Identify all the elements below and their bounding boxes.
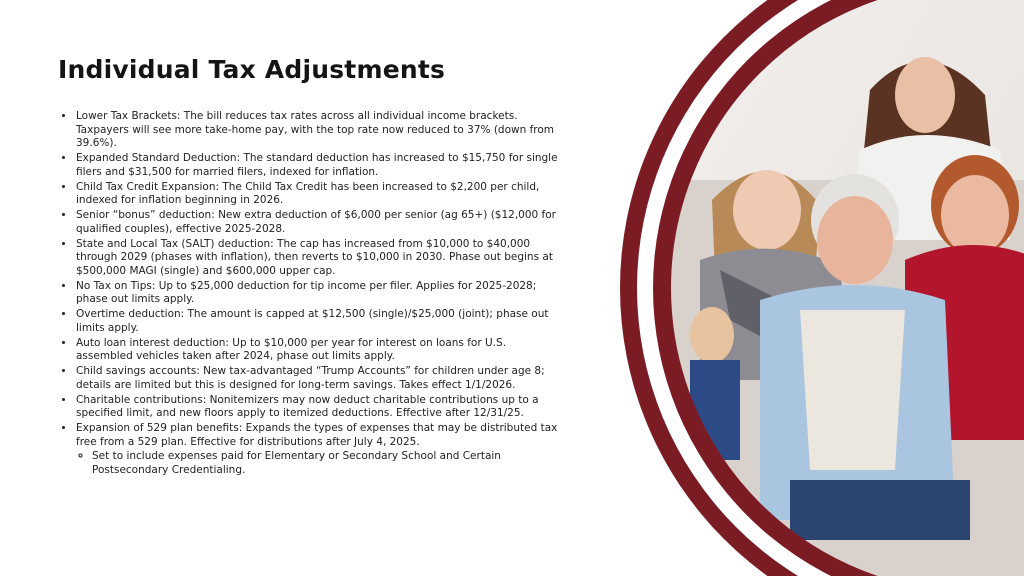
- bullet-no-tax-on-tips: • No Tax on Tips: Up to $25,000 deduction for tip income per filer. Applies for 2025-2028; phase out limits apply.: [75, 280, 563, 307]
- bullet-standard-deduction: • Expanded Standard Deduction: The standard deduction has increased to $15,750 for single filers and $31,500 for married filers, indexed for inflation.: [75, 152, 563, 179]
- bullet-529-plan-text: Expansion of 529 plan benefits: Expands the types of expenses that may be distributed tax free from a 529 plan. Effective for distributions after July 4, 2025.: [76, 422, 558, 448]
- sub-bullet-529-expenses: ◦ Set to include expenses paid for Elementary or Secondary School and Certain Postsecondary Credentialing.: [92, 450, 563, 477]
- bullet-auto-loan-interest: • Auto loan interest deduction: Up to $10,000 per year for interest on loans for U.S. assembled vehicles taken after 2024, phase out limits apply.: [75, 337, 563, 364]
- bullet-lower-tax-brackets: • Lower Tax Brackets: The bill reduces tax rates across all individual income brackets. Taxpayers will see more take-home pay, with the top rate now reduced to 37% (down from 39.6%).: [75, 110, 563, 151]
- bullet-salt-deduction: • State and Local Tax (SALT) deduction: The cap has increased from $10,000 to $40,000 through 2029 (phases with inflation), then reverts to $10,000 in 2030. Phase out begins at $500,000 MAGI (single) and $600,000 upper cap.: [75, 238, 563, 279]
- bullet-child-savings-accounts: • Child savings accounts: New tax-advantaged “Trump Accounts” for children under age 8; details are limited but this is designed for long-term savings. Takes effect 1/1/2026.: [75, 365, 563, 392]
- bullet-charitable-contributions: • Charitable contributions: Nonitemizers may now deduct charitable contributions up to a specified limit, and new floors apply to itemized deductions. Effective after 12/31/25.: [75, 394, 563, 421]
- slide-title: Individual Tax Adjustments: [58, 55, 446, 84]
- bullet-child-tax-credit: • Child Tax Credit Expansion: The Child Tax Credit has been increased to $2,200 per child, indexed for inflation beginning in 2026.: [75, 181, 563, 208]
- bullet-overtime-deduction: • Overtime deduction: The amount is capped at $12,500 (single)/$25,000 (joint); phase out limits apply.: [75, 308, 563, 335]
- bullet-senior-deduction: • Senior “bonus” deduction: New extra deduction of $6,000 per senior (ag 65+) ($12,000 for qualified couples), effective 2025-2028.: [75, 209, 563, 236]
